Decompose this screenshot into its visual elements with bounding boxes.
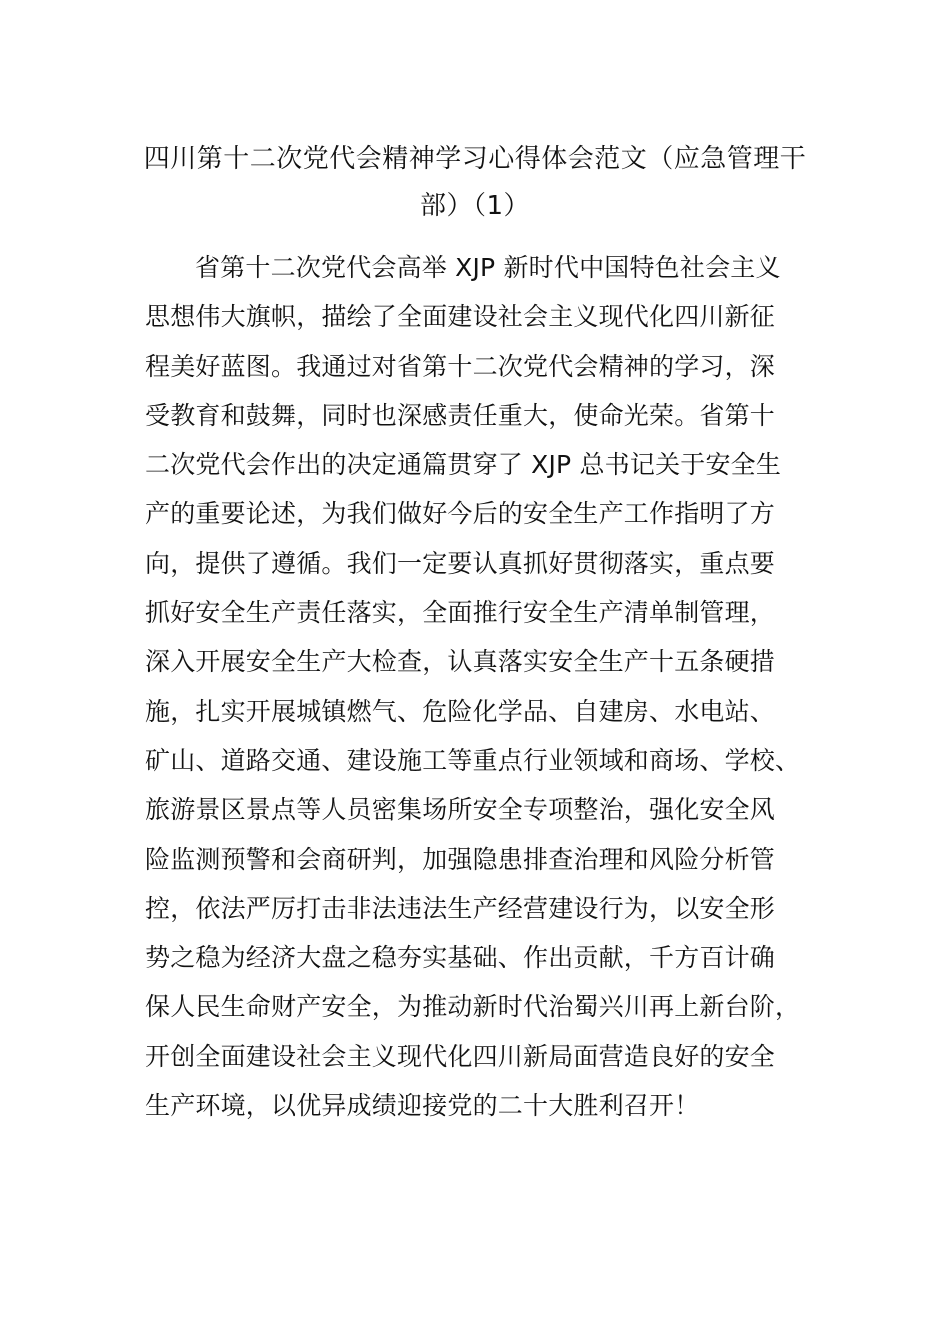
paragraph-line: 生产环境，以优异成绩迎接党的二十大胜利召开！ <box>145 1091 700 1121</box>
paragraph-line: 深入开展安全生产大检查，认真落实安全生产十五条硬措 <box>145 647 776 677</box>
title-line-2: 部）（1） <box>419 191 531 221</box>
paragraph-line: 旅游景区景点等人员密集场所安全专项整治，强化安全风 <box>145 795 776 825</box>
paragraph-line: 矿山、道路交通、建设施工等重点行业领域和商场、学校、 <box>145 745 801 775</box>
paragraph-line: 险监测预警和会商研判，加强隐患排查治理和风险分析管 <box>145 844 776 874</box>
paragraph-line: 二次党代会作出的决定通篇贯穿了 XJP 总书记关于安全生 <box>145 450 782 480</box>
paragraph-line: 向，提供了遵循。我们一定要认真抓好贯彻落实，重点要 <box>145 548 776 578</box>
paragraph-line: 程美好蓝图。我通过对省第十二次党代会精神的学习，深 <box>145 351 776 381</box>
paragraph-line: 受教育和鼓舞，同时也深感责任重大，使命光荣。省第十 <box>145 400 776 430</box>
paragraph-line: 抓好安全生产责任落实，全面推行安全生产清单制管理， <box>145 598 776 628</box>
paragraph-line: 施，扎实开展城镇燃气、危险化学品、自建房、水电站、 <box>145 696 776 726</box>
paragraph-line: 产的重要论述，为我们做好今后的安全生产工作指明了方 <box>145 499 776 529</box>
paragraph-line: 开创全面建设社会主义现代化四川新局面营造良好的安全 <box>145 1041 776 1071</box>
body-paragraph <box>145 243 801 1130</box>
paragraph-line: 保人民生命财产安全，为推动新时代治蜀兴川再上新台阶， <box>145 992 801 1022</box>
paragraph-line: 控，依法严厉打击非法违法生产经营建设行为，以安全形 <box>145 893 776 923</box>
paragraph-line: 思想伟大旗帜，描绘了全面建设社会主义现代化四川新征 <box>145 302 776 332</box>
paragraph-line: 势之稳为经济大盘之稳夯实基础、作出贡献，千方百计确 <box>145 943 776 973</box>
paragraph-line: 省第十二次党代会高举 XJP 新时代中国特色社会主义 <box>195 253 781 282</box>
document-title <box>140 136 810 230</box>
title-line-1: 四川第十二次党代会精神学习心得体会范文（应急管理干 <box>143 144 807 174</box>
